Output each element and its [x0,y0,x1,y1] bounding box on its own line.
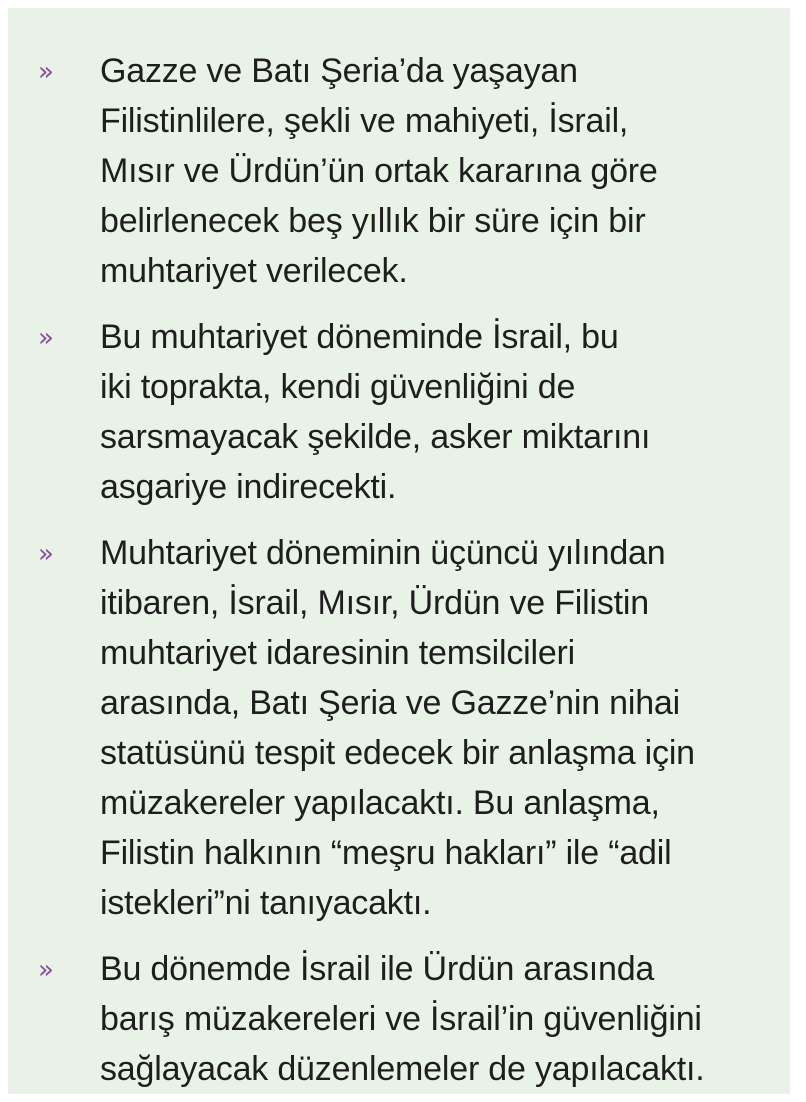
content-panel [8,8,790,1094]
bullet-marker: » [38,57,54,87]
list-item-text: Gazze ve Batı Şeria’da yaşayan Filistinlilere, şekli ve mahiyeti, İsrail, Mısır ve Ürdün’ün ortak kararına göre belirlenecek beş yıllık bir süre için bir muhtariyet verilecek. [100,52,658,290]
bullet-marker: » [38,539,54,569]
bullet-list [8,46,790,1094]
list-item-text: Muhtariyet döneminin üçüncü yılından itibaren, İsrail, Mısır, Ürdün ve Filistin muhtariyet idaresinin temsilcileri arasında, Batı Şeria ve Gazze’nin nihai statüsünü tespit edecek bir anlaşma için müzakereler yapılacaktı. Bu anlaşma, Filistin halkının “meşru hakları” ile “adil istekleri”ni tanıyacaktı. [100,534,695,922]
bullet-marker: » [38,323,54,353]
list-item-text: Bu muhtariyet döneminde İsrail, bu iki toprakta, kendi güvenliğini de sarsmayacak şekilde, asker miktarını asgariye indirecekti. [100,318,651,506]
list-item [8,944,790,1094]
list-item-text: Bu dönemde İsrail ile Ürdün arasında barış müzakereleri ve İsrail’in güvenliğini sağlayacak düzenlemeler de yapılacaktı. [100,950,705,1088]
list-item [8,528,790,928]
bullet-marker: » [38,955,54,985]
list-item [8,312,790,512]
list-item [8,46,790,296]
